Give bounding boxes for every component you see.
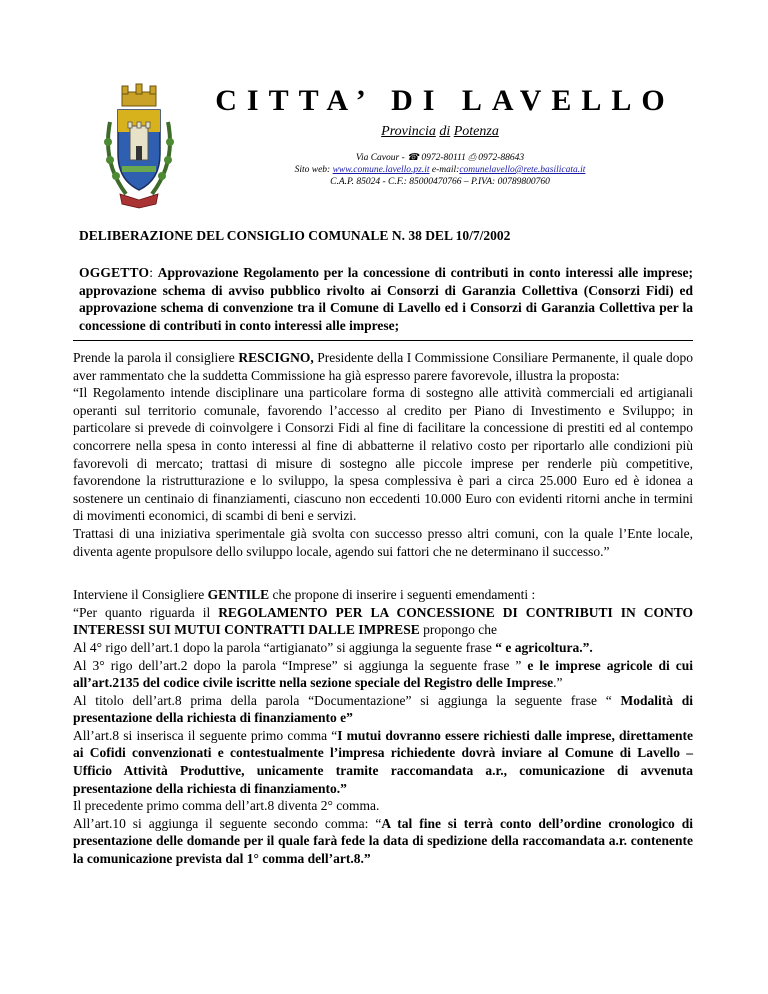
text-run: che propone di inserire i seguenti emendamenti : bbox=[269, 587, 536, 603]
text-run: Al titolo dell’art.8 prima della parola “Documentazione” si aggiunga la seguente frase “ bbox=[73, 692, 621, 708]
text-run: Prende la parola il consigliere bbox=[73, 350, 239, 365]
paragraph-gentile bbox=[73, 586, 693, 604]
paragraph-art10 bbox=[73, 815, 693, 868]
site-label: Sito web: bbox=[294, 165, 331, 175]
document-body bbox=[73, 228, 693, 868]
city-title: CITTA’ DI LAVELLO bbox=[215, 84, 675, 117]
letterhead bbox=[190, 84, 690, 188]
text-run: Presidente della I Commissione Consiliare Permanente, il quale dopo aver rammentato che la suddetta Commissione ha già espresso parere favorevole, illustra la proposta: bbox=[73, 350, 693, 383]
text-run: “Per quanto riguarda il bbox=[73, 604, 219, 620]
spacer bbox=[73, 560, 693, 586]
bold-run: Modalità di presentazione della richiesta di finanziamento e” bbox=[73, 692, 693, 726]
bold-run: A tal fine si terrà conto dell’ordine cronologico di presentazione delle domande per il quale farà fede la data di spedizione della raccomandata a.r. contenente la comunicazione prevista dal 1° comma dell’art.8.” bbox=[73, 815, 694, 867]
speaker-name: GENTILE bbox=[207, 587, 270, 603]
email-label: e-mail: bbox=[431, 165, 460, 175]
fax-icon: ⎙ bbox=[468, 153, 476, 163]
subject-text: Approvazione Regolamento per la concessione di contributi in conto interessi alle imprese; approvazione schema di avviso pubblico rivolto ai Consorzi di Garanzia Collettiva (Consorzi Fidi) ed approvazione schema di convenzione tra il Comune di Lavello ed i Consorzi di Garanzia Collettiva per la concessione di contributi in conto interessi alle imprese; bbox=[79, 265, 693, 333]
province-line bbox=[190, 124, 690, 140]
text-run: All’art.8 si inserisca il seguente primo comma “ bbox=[73, 727, 338, 743]
phone-number: 0972-80111 bbox=[421, 153, 466, 163]
text-run: Interviene il Consigliere bbox=[73, 587, 208, 603]
paragraph-art8-title bbox=[73, 692, 693, 727]
paragraph-rescigno bbox=[73, 349, 693, 384]
bold-run: “ e agricoltura.”. bbox=[495, 639, 593, 655]
subject-label: OGGETTO bbox=[79, 265, 150, 280]
paragraph-art8-comma bbox=[73, 727, 693, 797]
paragraph-regolamento bbox=[73, 604, 693, 639]
contact-block bbox=[190, 152, 690, 188]
telephone-icon: ☎ bbox=[407, 153, 419, 163]
province-name: Potenza bbox=[453, 124, 499, 139]
paragraph-proposal: “Il Regolamento intende disciplinare una particolare forma di sostegno alle attività commerciali ed artigianali operanti sul territorio comunale, favorendo l’accesso al credito per Piano di Investimento e Sviluppo; in particolare si prevede di coinvolgere i Consorzi Fidi al fine di facilitare la concessione di prestiti ed al contempo concorrere nella spesa in conto interessi al fine di abbatterne il relativo costo per riportarlo alle condizioni più favorevoli di mercato; trattasi di misure di sostegno alle piccole imprese per renderle più competitive, favorendone la ristrutturazione e lo sviluppo, la spesa complessiva è pari a circa 25.000 Euro ed è idonea a sostenere un centinaio di finanziamenti, ciascuno non eccedenti 10.000 Euro con evidenti ritorni anche in termini di movimenti economici, di scambi di beni e servizi. bbox=[73, 385, 693, 524]
text-run: Al 3° rigo dell’art.2 dopo la parola “Imprese” si aggiunga la seguente frase ” bbox=[73, 657, 528, 673]
coat-of-arms-icon bbox=[100, 82, 178, 212]
paragraph-art8-renumber: Il precedente primo comma dell’art.8 diventa 2° comma. bbox=[73, 798, 380, 814]
address-line bbox=[190, 152, 690, 164]
province-di: di bbox=[439, 124, 451, 139]
text-run: propongo che bbox=[419, 622, 497, 638]
divider bbox=[73, 340, 693, 341]
subject-block: OGGETTO: Approvazione Regolamento per la concessione di contributi in conto interessi alle imprese; approvazione schema di avviso pubblico rivolto ai Consorzi di Garanzia Collettiva (Consorzi Fidi) ed approvazione schema di convenzione tra il Comune di Lavello ed i Consorzi di Garanzia Collettiva per la concessione di contributi in conto interessi alle imprese; bbox=[79, 265, 693, 333]
fax-number: 0972-88643 bbox=[478, 153, 525, 163]
province-word: Provincia bbox=[381, 124, 436, 139]
paragraph-art1 bbox=[73, 639, 693, 657]
paragraph-initiative: Trattasi di una iniziativa sperimentale già svolta con successo presso altri comuni, con la quale l’Ente locale, diventa agente propulsore dello sviluppo locale, agendo sui fattori che ne determinano il successo.” bbox=[73, 525, 693, 559]
text-run: .” bbox=[553, 675, 563, 691]
bold-run: I mutui dovranno essere richiesti dalle imprese, direttamente ai Cofidi convenzionati e contestualmente l’impresa richiedente dovrà inviare al Comune di Lavello – Ufficio Attività Produttive, unicamente tramite raccomandata a.r., comunicazione di avvenuta presentazione della richiesta di finanziamento.” bbox=[73, 727, 693, 796]
site-link[interactable]: www.comune.lavello.pz.it bbox=[332, 165, 430, 175]
deliberation-title: DELIBERAZIONE DEL CONSIGLIO COMUNALE N. 38 DEL 10/7/2002 bbox=[79, 228, 511, 243]
address-text: Via Cavour - bbox=[355, 153, 405, 163]
text-run: Al 4° rigo dell’art.1 dopo la parola “artigianato” si aggiunga la seguente frase bbox=[73, 639, 496, 655]
paragraph-art2 bbox=[73, 657, 693, 692]
text-run: All’art.10 si aggiunga il seguente secondo comma: “ bbox=[73, 815, 382, 831]
email-link[interactable]: comunelavello@rete.basilicata.it bbox=[459, 165, 586, 175]
speaker-name: RESCIGNO, bbox=[238, 350, 314, 365]
web-line bbox=[190, 164, 690, 176]
fiscal-line: C.A.P. 85024 - C.F.: 85000470766 – P.IVA: 00789800760 bbox=[330, 177, 550, 187]
bold-run: REGOLAMENTO PER LA CONCESSIONE DI CONTRIBUTI IN CONTO INTERESSI SUI MUTUI CONTRATTI DALLE IMPRESE bbox=[73, 604, 693, 638]
bold-run: e le imprese agricole di cui all’art.2135 del codice civile iscritte nella sezione speciale del Registro delle Imprese bbox=[73, 657, 693, 691]
